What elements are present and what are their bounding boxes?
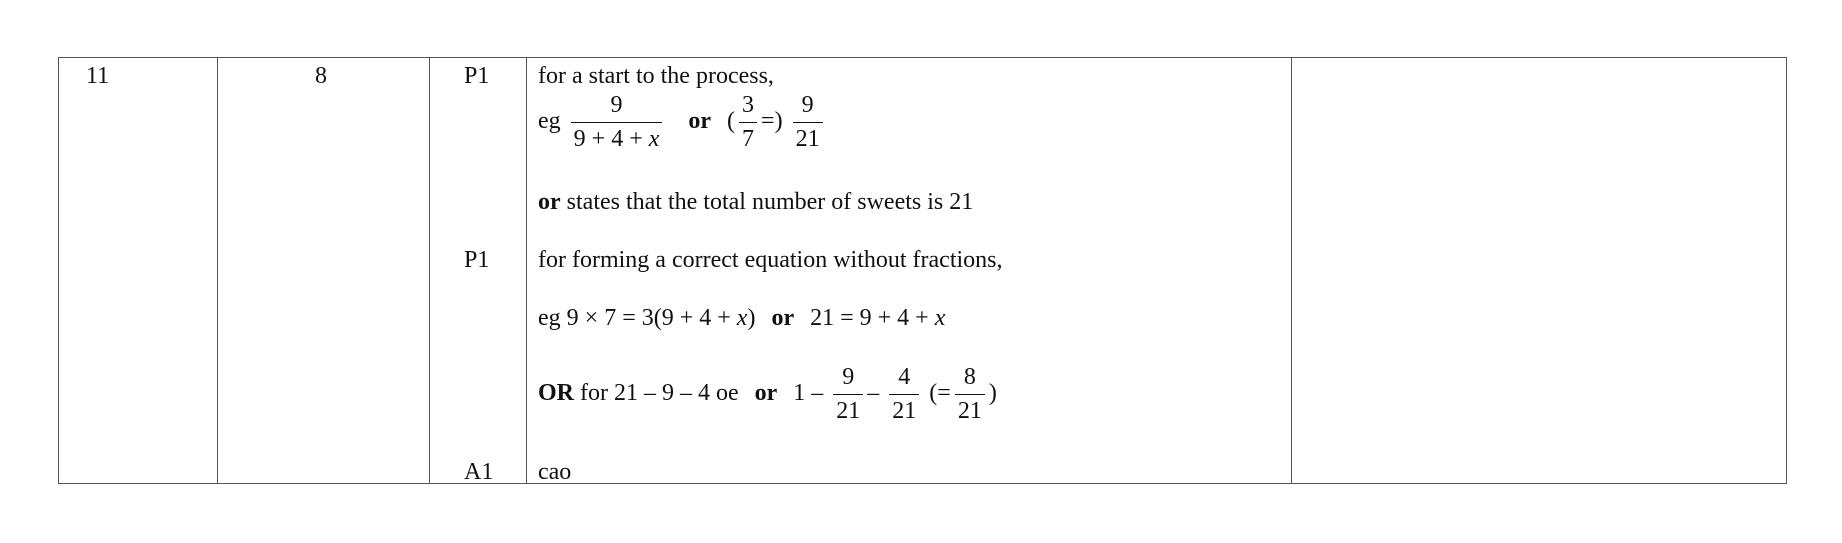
answer-value: 8 — [315, 63, 327, 89]
fraction: $\frac{4}{21}$ — [889, 364, 919, 425]
or-keyword: or — [771, 305, 795, 331]
guidance-line-1: for a start to the process, — [538, 63, 774, 89]
column-divider — [526, 58, 527, 483]
guidance-line-3: or states that the total number of sweets is 21 — [538, 189, 974, 215]
mark-p1-first: P1 — [464, 63, 490, 89]
column-divider — [429, 58, 430, 483]
fraction: $\frac{9}{21}$ — [793, 92, 823, 153]
fraction: $\frac{9}{21}$ — [833, 364, 863, 425]
column-divider — [1291, 58, 1292, 483]
or-keyword: or — [754, 380, 778, 407]
guidance-line-2: eg $\frac{9}{9 + 4 + x}$ or ( $\frac{3}{7}$ =) $\frac{9}{21}$ — [538, 92, 827, 153]
guidance-line-4: for forming a correct equation without fractions, — [538, 247, 1003, 273]
or-keyword: or — [688, 108, 712, 135]
fraction: $\frac{9}{9 + 4 + x}$ — [571, 92, 663, 153]
question-number: 11 — [86, 63, 110, 89]
mark-p1-second: P1 — [464, 247, 490, 273]
or-keyword: or — [538, 189, 561, 215]
guidance-line-6: OR for 21 – 9 – 4 oe or 1 – $\frac{9}{21}$ – $\frac{4}{21}$ (= $\frac{8}{21}$ ) — [538, 364, 997, 424]
fraction: $\frac{8}{21}$ — [955, 364, 985, 425]
or-keyword-upper: OR — [538, 380, 574, 407]
fraction: $\frac{3}{7}$ — [739, 92, 757, 153]
guidance-line-7: cao — [538, 459, 572, 485]
eg-label: eg — [538, 108, 561, 135]
mark-a1: A1 — [464, 459, 494, 485]
guidance-line-5: eg 9 × 7 = 3(9 + 4 + x) or 21 = 9 + 4 + x — [538, 305, 946, 331]
column-divider — [217, 58, 218, 483]
